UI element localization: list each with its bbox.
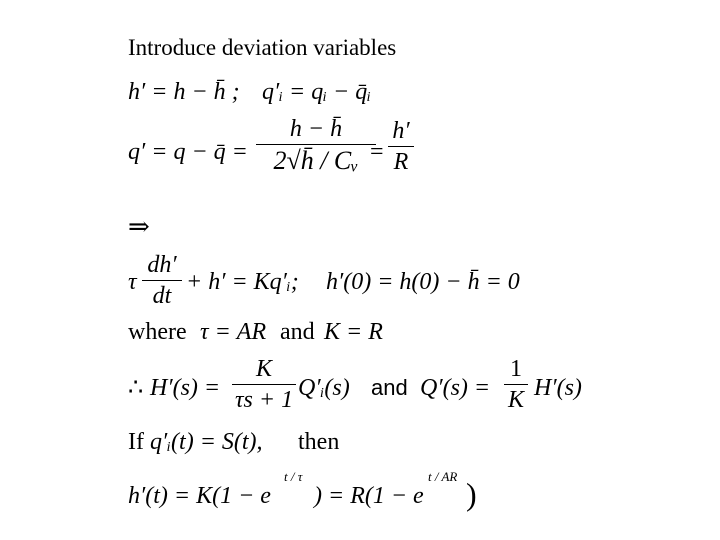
step-input: q′ᵢ(t) = S(t), <box>150 429 263 455</box>
derivative-fraction <box>142 252 182 310</box>
exponent-tau: t / τ <box>284 469 303 484</box>
transfer-lhs: H′(s) = <box>150 375 221 401</box>
k-definition: K = R <box>324 319 383 345</box>
fraction-bar <box>256 144 376 145</box>
transfer-denominator: τs + 1 <box>234 387 294 414</box>
and-word: and <box>371 375 408 400</box>
deviation-h-definition: h′ = h − h̄ ; <box>128 79 240 105</box>
outflow-fraction <box>504 356 528 414</box>
deviation-qi-definition: q′ᵢ = qᵢ − q̄ᵢ <box>262 79 372 105</box>
if-word: If <box>128 429 144 455</box>
outflow-lhs: Q′(s) = <box>420 375 491 401</box>
fraction-bar <box>142 280 182 281</box>
step-response-lhs: h′(t) = K(1 − e <box>128 483 271 509</box>
fraction-bar <box>232 384 296 385</box>
fraction-bar <box>504 384 528 385</box>
flow-fraction <box>256 116 376 176</box>
initial-condition: h′(0) = h(0) − h̄ = 0 <box>326 269 520 295</box>
flow-fraction-denominator: 2√h̄ / Cᵥ <box>273 146 359 176</box>
where-word: where <box>128 319 187 345</box>
resistance-fraction <box>388 118 414 176</box>
and-word: and <box>280 319 315 345</box>
therefore-symbol: ∴ <box>128 375 144 401</box>
fraction-bar <box>388 146 414 147</box>
transfer-fraction <box>232 356 296 414</box>
outflow-denominator: K <box>507 387 524 414</box>
step-response-mid: ) = R(1 − e <box>314 483 424 509</box>
transfer-numerator: K <box>255 356 272 382</box>
transfer-rhs: Q′ᵢ(s) <box>298 375 350 401</box>
outflow-numerator: 1 <box>510 356 522 382</box>
tau-definition: τ = AR <box>200 319 267 345</box>
heading: Introduce deviation variables <box>128 35 397 60</box>
resistance-numerator: h′ <box>392 118 410 144</box>
outflow-rhs: H′(s) <box>534 375 582 401</box>
flow-fraction-numerator: h − h̄ <box>289 116 343 142</box>
equals-sign: = <box>370 139 384 165</box>
closing-paren: ) <box>466 476 477 512</box>
exponent-ar: t / AR <box>428 469 458 484</box>
tau-symbol: τ <box>128 269 137 295</box>
implies-symbol: ⇒ <box>128 212 150 241</box>
derivative-denominator: dt <box>152 283 172 310</box>
flow-deviation-lhs: q′ = q − q̄ = <box>128 139 248 165</box>
resistance-denominator: R <box>393 149 409 176</box>
derivative-numerator: dh′ <box>147 252 177 278</box>
ode-rest: + h′ = Kq′ᵢ; <box>186 269 299 295</box>
then-word: then <box>298 429 340 455</box>
